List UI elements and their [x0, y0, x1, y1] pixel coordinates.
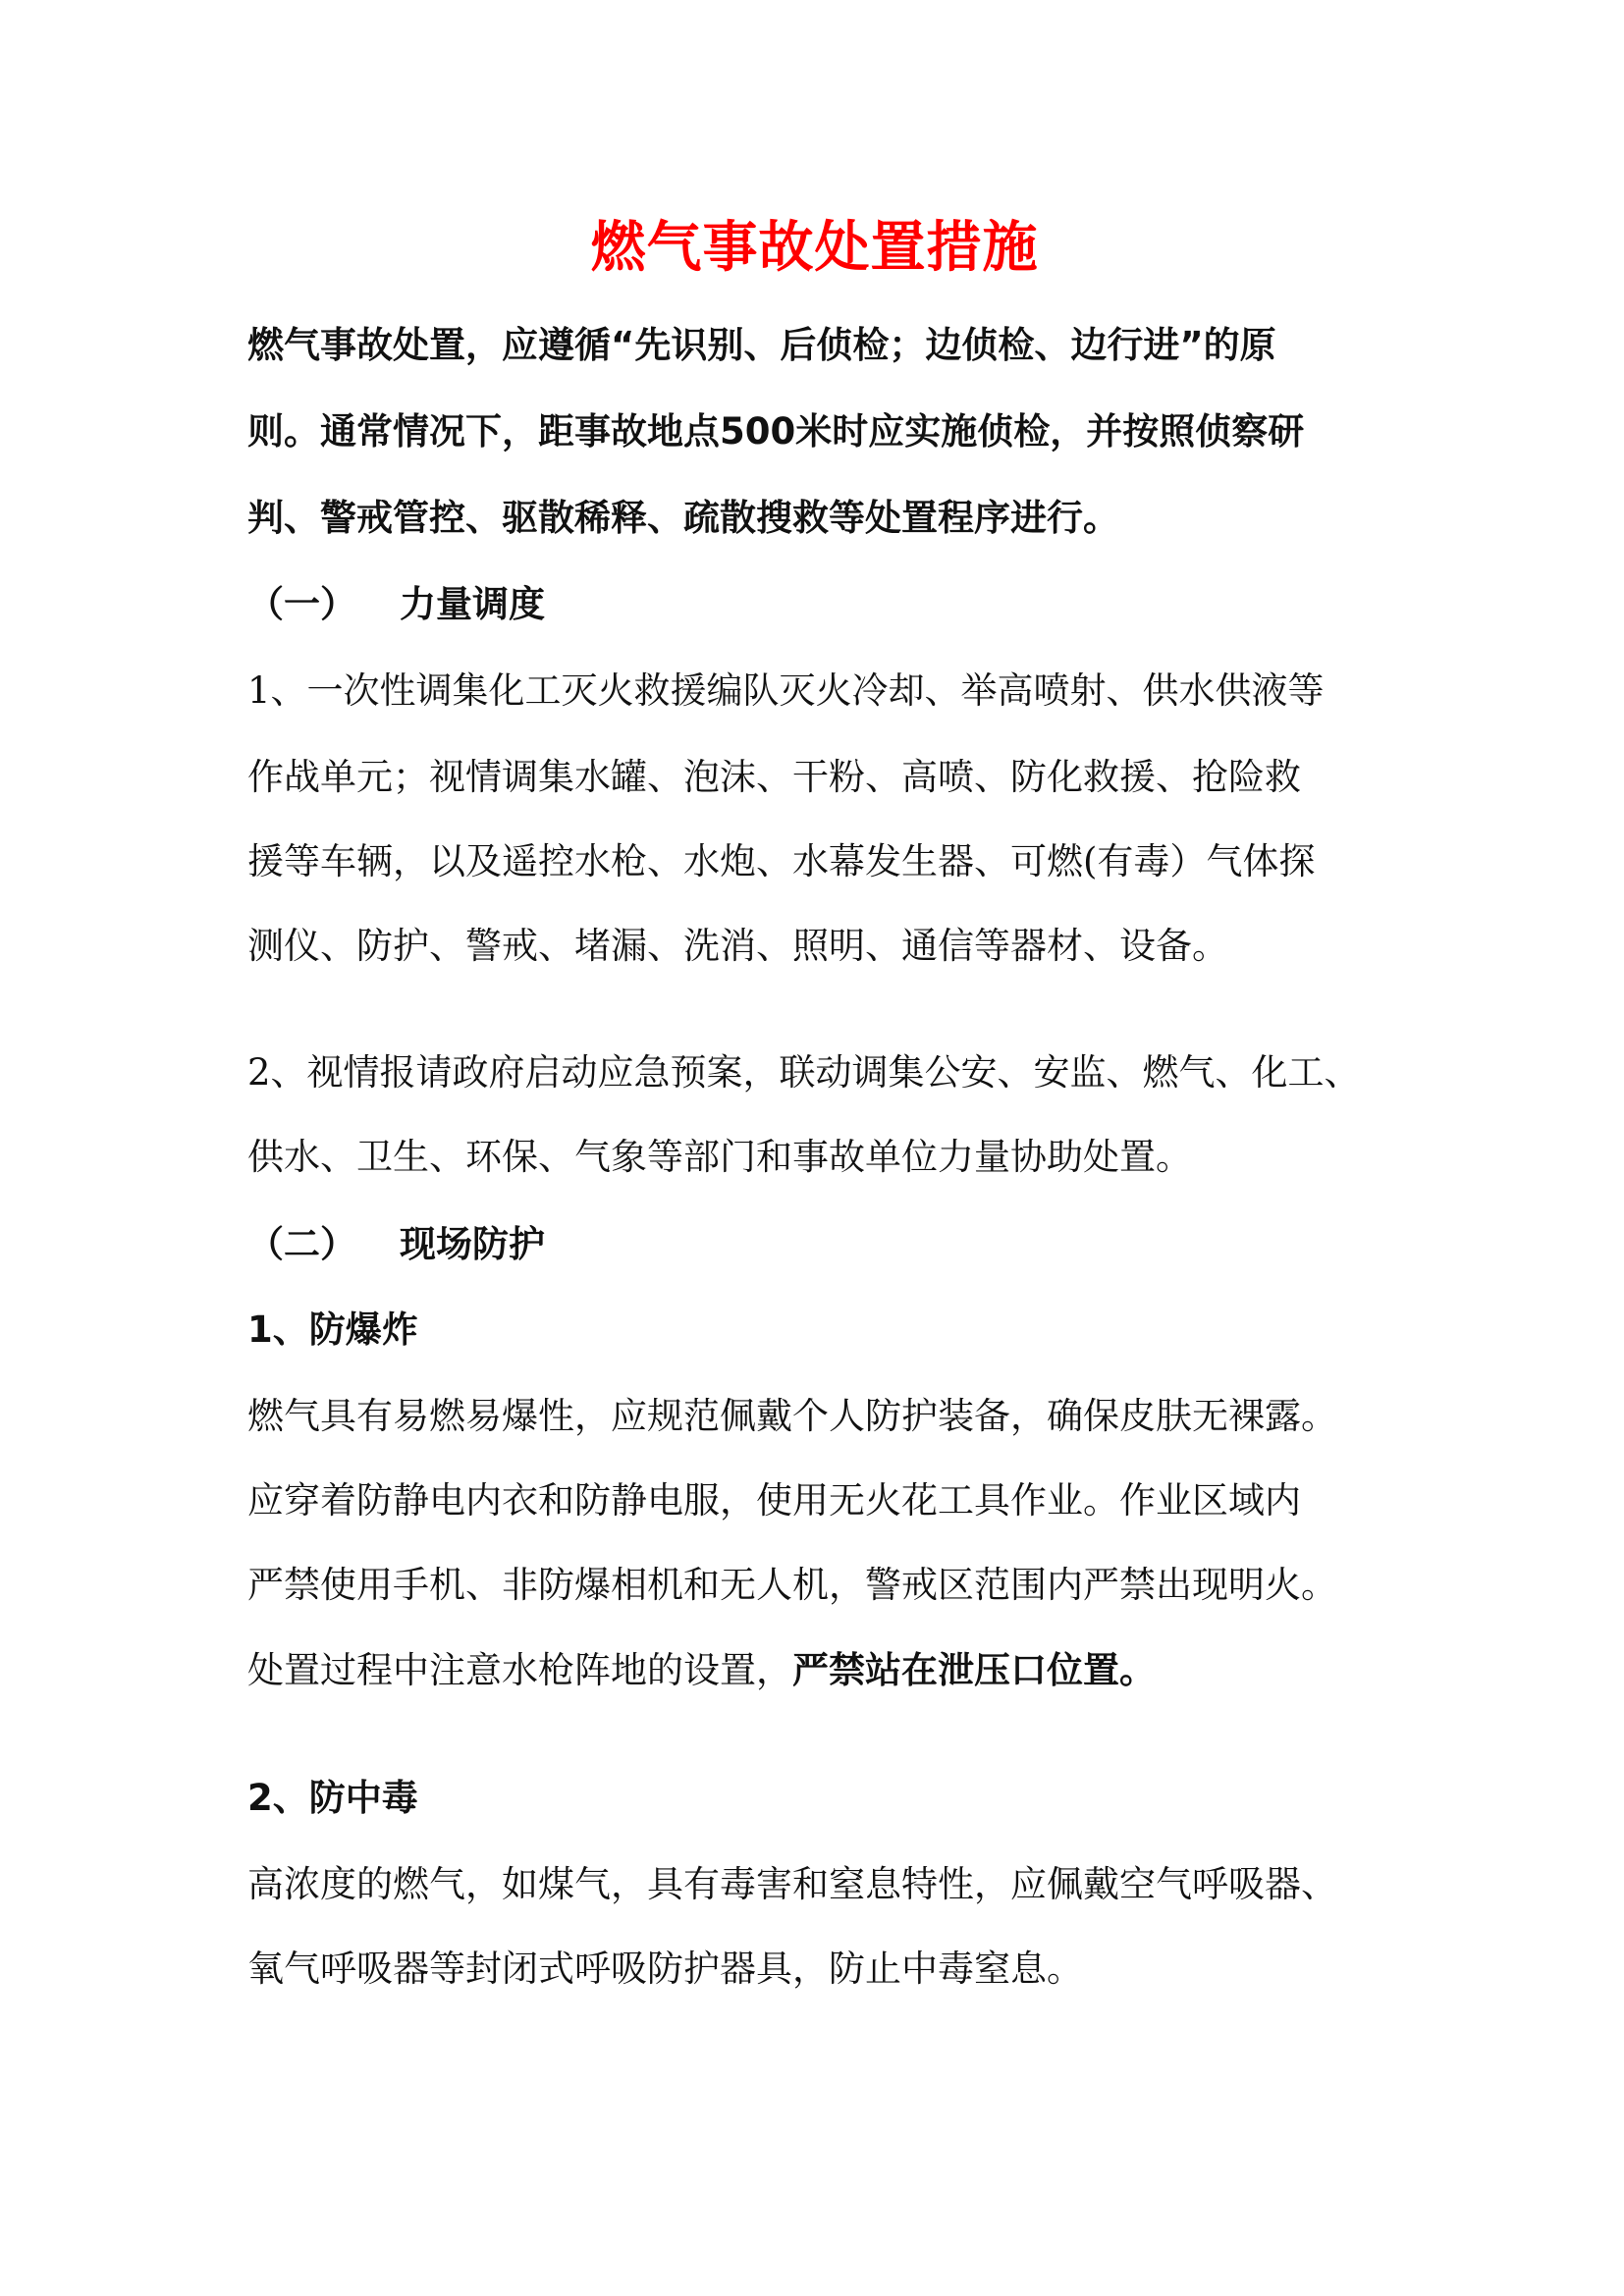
subsection-2-line-2: 氧气呼吸器等封闭式呼吸防护器具，防止中毒窒息。 — [247, 1948, 1083, 1990]
section-1-item-2-line-1: 2、视情报请政府启动应急预案，联动调集公安、安监、燃气、化工、 — [247, 1051, 1361, 1094]
intro-line-1: 燃气事故处置，应遵循“先识别、后侦检；边侦检、边行进”的原 — [247, 324, 1276, 366]
subsection-1-line-1: 燃气具有易燃易爆性，应规范佩戴个人防护装备，确保皮肤无裸露。 — [247, 1395, 1337, 1437]
intro-line-2: 则。通常情况下，距事故地点500米时应实施侦检，并按照侦察研 — [247, 410, 1305, 453]
subsection-1-line-4-normal: 处置过程中注意水枪阵地的设置， — [247, 1649, 792, 1691]
section-2-number: （二） — [247, 1223, 356, 1265]
section-2-heading — [247, 1220, 545, 1269]
section-1-item-1-line-2: 作战单元；视情调集水罐、泡沫、干粉、高喷、防化救援、抢险救 — [247, 756, 1301, 798]
section-1-item-1-line-4: 测仪、防护、警戒、堵漏、洗消、照明、通信等器材、设备。 — [247, 925, 1228, 967]
section-1-number: （一） — [247, 583, 356, 625]
subsection-1-line-3: 严禁使用手机、非防爆相机和无人机，警戒区范围内严禁出现明火。 — [247, 1564, 1337, 1606]
section-1-heading — [247, 580, 545, 629]
subsection-1-line-2: 应穿着防静电内衣和防静电服，使用无火花工具作业。作业区域内 — [247, 1479, 1301, 1522]
subsection-2-line-1: 高浓度的燃气，如煤气，具有毒害和窒息特性，应佩戴空气呼吸器、 — [247, 1863, 1337, 1905]
subsection-2-heading: 2、防中毒 — [247, 1777, 418, 1819]
subsection-1-line-4-bold: 严禁站在泄压口位置。 — [792, 1649, 1156, 1691]
section-1-item-2-line-2: 供水、卫生、环保、气象等部门和事故单位力量协助处置。 — [247, 1136, 1192, 1178]
section-1-item-1-line-3: 援等车辆，以及遥控水枪、水炮、水幕发生器、可燃(有毒）气体探 — [247, 840, 1316, 882]
section-1-item-1-line-1: 1、一次性调集化工灭火救援编队灭火冷却、举高喷射、供水供液等 — [247, 669, 1325, 712]
section-1-title: 力量调度 — [400, 583, 545, 625]
document-title: 燃气事故处置措施 — [590, 216, 1039, 280]
intro-line-3: 判、警戒管控、驱散稀释、疏散搜救等处置程序进行。 — [247, 497, 1119, 539]
subsection-1-line-4 — [247, 1646, 1156, 1695]
subsection-1-heading: 1、防爆炸 — [247, 1308, 418, 1351]
section-2-title: 现场防护 — [400, 1223, 545, 1265]
